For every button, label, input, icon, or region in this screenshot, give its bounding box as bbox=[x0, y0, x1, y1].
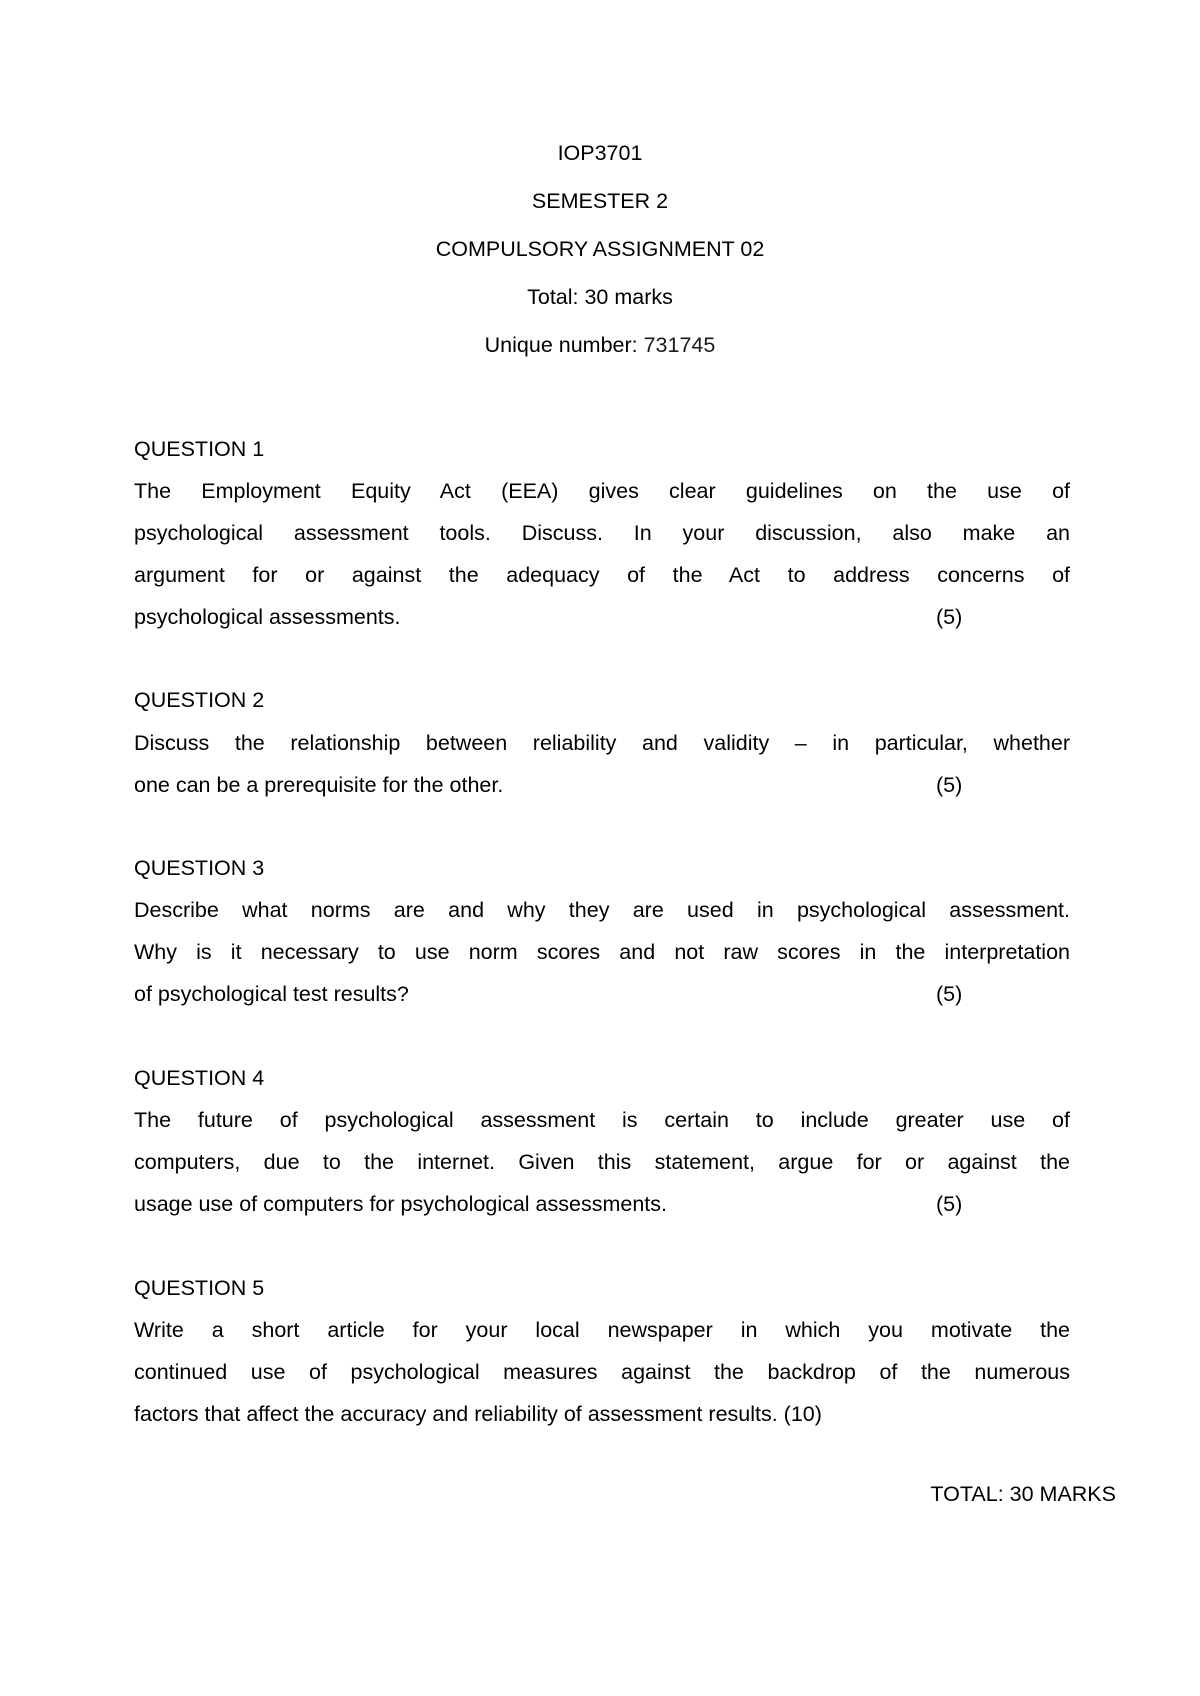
semester-label: SEMESTER 2 bbox=[531, 189, 669, 213]
question-2-line: one can be a prerequisite for the other. bbox=[134, 773, 504, 797]
question-5-line: Write a short article for your local newspaper in which you motivate the bbox=[134, 1318, 1070, 1342]
question-5-body bbox=[134, 1316, 1070, 1442]
course-code: IOP3701 bbox=[557, 141, 643, 165]
question-1-body bbox=[134, 477, 1070, 645]
question-4-line: The future of psychological assessment is certain to include greater use of bbox=[134, 1108, 1070, 1132]
question-1-title: QUESTION 1 bbox=[134, 437, 265, 461]
question-4-title: QUESTION 4 bbox=[134, 1066, 265, 1090]
question-5-title: QUESTION 5 bbox=[134, 1276, 265, 1300]
document-header bbox=[0, 139, 1200, 379]
question-1-line: psychological assessment tools. Discuss. In your discussion, also make an bbox=[134, 521, 1070, 545]
question-3-last-line bbox=[134, 980, 1070, 1022]
question-5-line: factors that affect the accuracy and reliability of assessment results. (10) bbox=[134, 1402, 822, 1426]
question-1-marks: (5) bbox=[936, 605, 963, 629]
question-4-line: usage use of computers for psychological assessments. bbox=[134, 1192, 667, 1216]
unique-number-label: Unique number: bbox=[484, 333, 644, 357]
question-2-body bbox=[134, 729, 1070, 813]
total-marks-label: Total: 30 marks bbox=[527, 285, 673, 309]
total-marks-footer: TOTAL: 30 MARKS bbox=[930, 1482, 1116, 1506]
assignment-title: COMPULSORY ASSIGNMENT 02 bbox=[435, 237, 765, 261]
question-4-last-line bbox=[134, 1190, 1070, 1232]
question-3-marks: (5) bbox=[936, 982, 963, 1006]
question-4-body bbox=[134, 1106, 1070, 1232]
question-5-line: continued use of psychological measures against the backdrop of the numerous bbox=[134, 1360, 1070, 1384]
question-3-line: Why is it necessary to use norm scores and not raw scores in the interpretation bbox=[134, 940, 1070, 964]
question-3-line: of psychological test results? bbox=[134, 982, 409, 1006]
question-2-marks: (5) bbox=[936, 773, 963, 797]
question-3-title: QUESTION 3 bbox=[134, 856, 265, 880]
question-3-body bbox=[134, 896, 1070, 1022]
question-1-line: psychological assessments. bbox=[134, 605, 401, 629]
question-1-last-line bbox=[134, 603, 1070, 645]
unique-number-value: 731745 bbox=[643, 333, 716, 357]
question-3-line: Describe what norms are and why they are used in psychological assessment. bbox=[134, 898, 1070, 922]
question-2-last-line bbox=[134, 771, 1070, 813]
question-1-line: The Employment Equity Act (EEA) gives clear guidelines on the use of bbox=[134, 479, 1070, 503]
question-4-marks: (5) bbox=[936, 1192, 963, 1216]
unique-number-row bbox=[0, 331, 1200, 379]
question-2-line: Discuss the relationship between reliability and validity – in particular, whether bbox=[134, 731, 1070, 755]
question-1-line: argument for or against the adequacy of the Act to address concerns of bbox=[134, 563, 1070, 587]
question-4-line: computers, due to the internet. Given this statement, argue for or against the bbox=[134, 1150, 1070, 1174]
question-2-title: QUESTION 2 bbox=[134, 688, 265, 712]
